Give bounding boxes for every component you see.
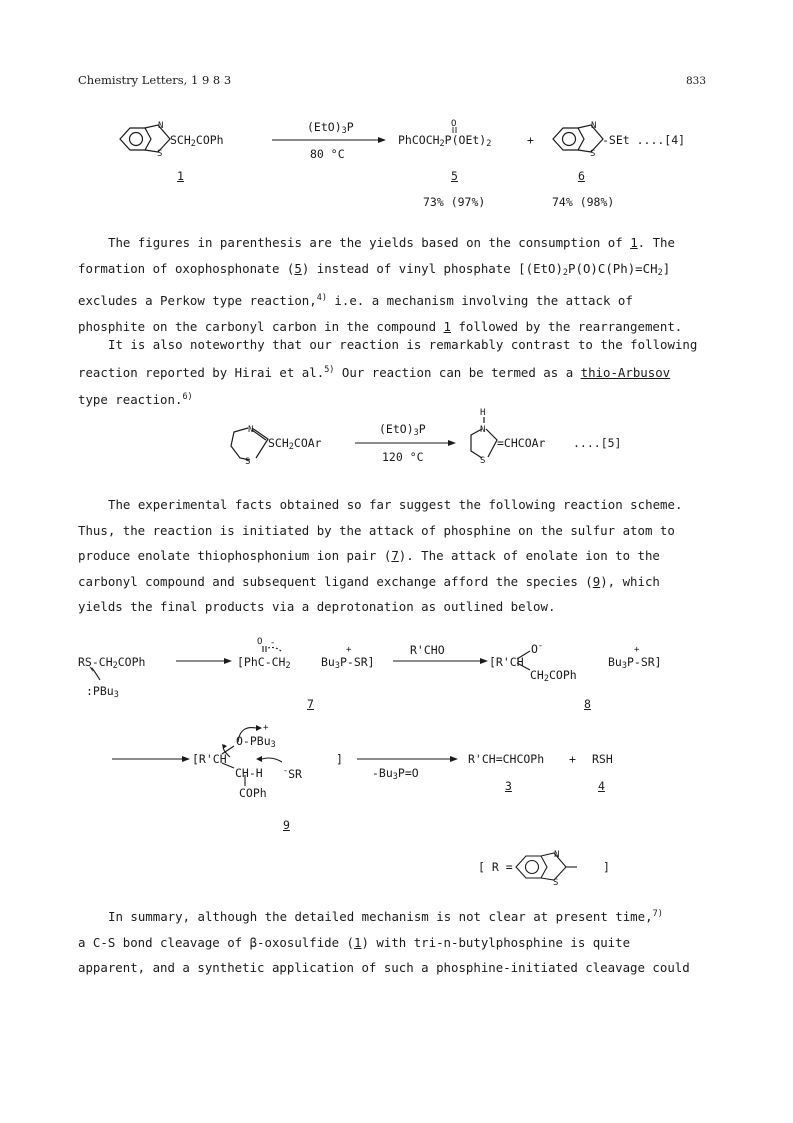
intermediate-9-open: [R'CH: [192, 752, 227, 766]
product-5-formula: $PhCOCH_2P(OEt)_2$: [398, 133, 492, 149]
svg-text:O: O: [451, 119, 457, 129]
svg-text:S: S: [245, 457, 251, 467]
plus-charge-7: +: [346, 645, 352, 655]
eq5-substrate-sidechain: $SCH_2COAr$: [268, 436, 322, 452]
plus-sign-products: +: [569, 752, 576, 766]
intermediate-9-ketone: COPh: [239, 786, 267, 800]
yield-5: 73% (97%): [423, 195, 486, 209]
eq5-reagent: $(EtO)_3P$: [379, 422, 426, 438]
paragraph-summary: In summary, although the detailed mechanism is not clear at present time,$^{7)}$ a C-S bond cleavage of β-oxosulfide (1) with tri-n-butylphosphine is quite apparent, and a synthetic application of such a phosphine-initiated cleavage could: [78, 909, 690, 976]
eq5-product-sidechain: =CHCOAr: [497, 436, 546, 450]
intermediate-9-close: ]: [336, 752, 343, 766]
intermediate-7-enolate: [$PhC-CH_2$: [237, 655, 291, 671]
phosphine-oxide-elimination: $-Bu_3P=O$: [372, 766, 419, 782]
compound-label-7: 7: [307, 697, 314, 711]
plus-charge-8: +: [634, 645, 640, 655]
intermediate-8-open: [R'CH: [489, 655, 524, 669]
compound-label-9: 9: [283, 818, 290, 832]
paragraph-yields: The figures in parenthesis are the yields based on the consumption of 1. The formation of oxophosphonate (5) instead of vinyl phosphate $[(EtO)_2P(O)C(Ph)=CH_2]$ excludes a Perkow type reaction,$^{4)}$ i.e. a mechanism involving the attack of phosphite on the carbonyl carbon in the compound 1 followed by the rearrangement.: [78, 235, 683, 334]
r-definition-close: ]: [603, 860, 610, 874]
compound-label-5: 5: [451, 169, 458, 183]
svg-text:H: H: [480, 408, 486, 418]
product-enone: R'CH=CHCOPh: [468, 752, 545, 766]
plus-charge-9: +: [263, 723, 269, 733]
intermediate-9-oxyphosphonium: O-PBu$_3$: [236, 734, 276, 750]
svg-text:-: -: [270, 638, 276, 648]
compound-label-8: 8: [584, 697, 591, 711]
intermediate-8-ketone: $CH_2COPh$: [530, 668, 577, 684]
thiolate: -SR: [283, 766, 302, 781]
compound-label-1: 1: [177, 169, 184, 183]
r-definition-open: [ R =: [478, 860, 513, 874]
reaction-temperature: 80 °C: [310, 147, 345, 161]
svg-text:N: N: [591, 121, 597, 131]
intermediate-7-phosphonium: $Bu_3P-SR$]: [321, 655, 375, 671]
product-6-sidechain: -SEt ....[4]: [602, 133, 686, 147]
paragraph-hirai: It is also noteworthy that our reaction is remarkably contrast to the following reaction reported by Hirai et al.$^{5)}$ Our reaction can be termed as a thio-Arbusov type reaction.$^{6)}$: [78, 337, 698, 408]
product-thiol: RSH: [592, 752, 613, 766]
substrate-1-sidechain: $SCH_2COPh$: [170, 133, 224, 149]
scheme-start: $RS-CH_2COPh$: [78, 655, 146, 671]
svg-text:O: O: [257, 637, 263, 647]
intermediate-8-phosphonium: $Bu_3P-SR$]: [608, 655, 662, 671]
svg-text:S: S: [480, 456, 486, 466]
svg-text:N: N: [158, 121, 164, 131]
aldehyde-reagent: R'CHO: [410, 643, 445, 657]
intermediate-9-ch: CH-H: [235, 766, 263, 780]
svg-text:S: S: [590, 149, 596, 159]
reagent-triethyl-phosphite: $(EtO)_3P$: [307, 120, 354, 136]
page-number: 833: [686, 75, 707, 87]
plus-sign: +: [527, 133, 534, 147]
compound-label-6: 6: [578, 169, 585, 183]
svg-text:N: N: [554, 850, 560, 860]
intermediate-8-alkoxide: O-: [531, 641, 544, 656]
svg-text:N: N: [248, 425, 254, 435]
journal-header: Chemistry Letters, 1 9 8 3: [78, 73, 232, 87]
paragraph-scheme-intro: The experimental facts obtained so far suggest the following reaction scheme. Thus, the reaction is initiated by the attack of phosphine on the sulfur atom to produce enolate thiophosphonium ion pair (7). The attack of enolate ion to the carbonyl compound and subsequent ligand exchange afford the species (9), which yields the final products via a deprotonation as outlined below.: [78, 497, 683, 614]
svg-text:S: S: [157, 149, 163, 159]
eq5-temperature: 120 °C: [382, 450, 424, 464]
tributylphosphine: :PBu$_3$: [86, 684, 119, 700]
compound-label-3: 3: [505, 779, 512, 793]
eq5-tag: ....[5]: [573, 436, 622, 450]
svg-text:N: N: [480, 425, 486, 435]
yield-6: 74% (98%): [552, 195, 615, 209]
compound-label-4: 4: [598, 779, 605, 793]
svg-text:S: S: [553, 878, 559, 888]
